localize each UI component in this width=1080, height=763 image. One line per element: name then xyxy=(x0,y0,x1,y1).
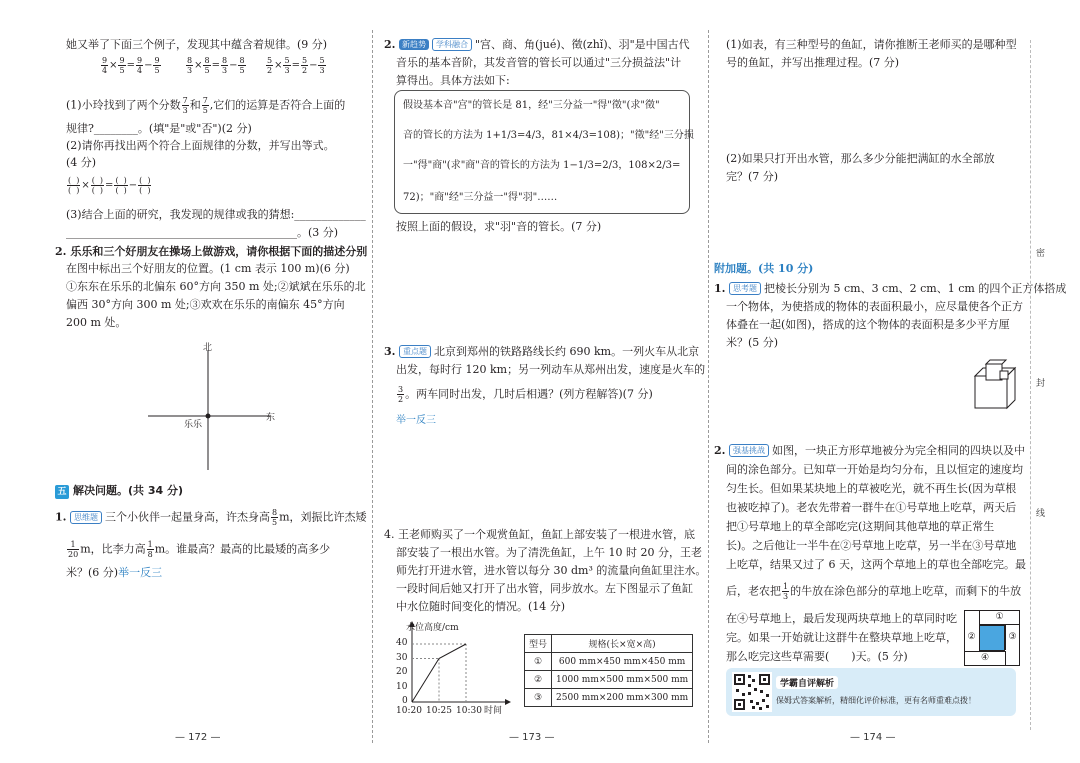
ytick-10: 10 xyxy=(396,682,408,692)
q2-line1: (2)请你再找出两个符合上面规律的分数，并写出等式。 xyxy=(66,139,335,152)
plot-3: ③ xyxy=(1005,624,1019,650)
ytick-40: 40 xyxy=(396,638,408,648)
table-row xyxy=(525,671,693,689)
ytick-0: 0 xyxy=(402,696,408,706)
section-title: 五 解决问题。(共 34 分) xyxy=(55,482,183,499)
chart-ylabel: 水位高度/cm xyxy=(406,623,459,633)
binding-mark-seal: 密 xyxy=(1036,249,1046,259)
e2-line5: 把①号草地上的草全部吃完(这期间其他草地的草正常生 xyxy=(726,520,995,533)
tag-new-trend: 新趋势 xyxy=(399,39,429,50)
xtick-1020: 10:20 xyxy=(396,706,422,716)
method-box xyxy=(394,90,694,214)
m-q4-line1: 4. 王老师购买了一个观赏鱼缸，鱼缸上部安装了一根进水管，底 xyxy=(384,528,695,541)
s1-line2: $\frac{1}{20}$ m，比李力高 $\frac{1}{8}$ m。谁最高？最高的比最矮的高多少 xyxy=(68,540,331,559)
table-row xyxy=(525,653,693,671)
e2-line1: 2. 强基挑战 如图，一块正方形草地被分为完全相同的四块以及中 xyxy=(714,444,1025,457)
m-q4-line5: 中水位随时间变化的情况。(14 分) xyxy=(396,600,566,613)
e2-line10: 完。如果一开始就让这群牛在整块草地上吃草， xyxy=(726,631,957,644)
p2-title: 2. 乐乐和三个好朋友在操场上做游戏，请你根据下面的描述分别 xyxy=(55,245,368,258)
e2-line7: 上吃草，结果又过了 6 天，这两个草地上的草也全部吃完。最 xyxy=(726,558,1026,571)
m-q4-line2: 部安装了一根出水管。为了清洗鱼缸，上午 10 时 20 分，王老 xyxy=(396,546,702,559)
q2-score: (4 分) xyxy=(66,156,97,169)
r-q1-line2: 号的鱼缸，并写出推理过程。(7 分) xyxy=(726,56,900,69)
qr-code-icon[interactable] xyxy=(732,672,772,712)
blank-equation: $\frac{( )}{( )}$ × $\frac{( )}{( )}$ = $\frac{( )}{( )}$ − $\frac{( )}{( )}$ xyxy=(68,176,151,195)
grass-field-figure xyxy=(964,610,1020,666)
p2-line2: 在图中标出三个好朋友的位置。(1 cm 表示 100 m)(6 分) xyxy=(66,262,350,275)
q3-line1: (3)结合上面的研究，我发现的规律或我的猜想:_____________ xyxy=(66,208,366,221)
e2-line11: 那么吃完这些草需要( )天。(5 分) xyxy=(726,650,908,663)
plot-4: ④ xyxy=(965,651,1006,665)
east-label: 东 xyxy=(266,413,276,423)
binding-mark-line: 线 xyxy=(1036,509,1046,519)
p2-line3: ①东东在乐乐的北偏东 60°方向 350 m 处;②斌斌在乐乐的北 xyxy=(66,280,366,293)
tank-spec-table xyxy=(524,634,693,707)
page-number-174: — 174 — xyxy=(850,732,896,743)
center-label: 乐乐 xyxy=(184,420,203,430)
extra-title: 附加题。(共 10 分) xyxy=(714,262,814,275)
r-q2-line1: (2)如果只打开出水管，那么多少分能把满缸的水全部放 xyxy=(726,152,995,165)
th-model: 型号 xyxy=(525,635,552,653)
center-point xyxy=(206,414,211,419)
e1-line4: 米？(5 分) xyxy=(726,336,779,349)
m-q2-line3: 算得出。具体方法如下: xyxy=(396,74,510,87)
q1-line2: 规律?________。(填"是"或"否")(2 分) xyxy=(66,122,252,135)
water-level-line xyxy=(412,644,466,702)
m-q4-line4: 一段时间后她又打开了出水管，同步放水。左下图显示了鱼缸 xyxy=(396,582,693,595)
column-divider-1 xyxy=(372,30,373,743)
e1-line1: 1. 思考题 把棱长分别为 5 cm、3 cm、2 cm、1 cm 的四个正方体搭成 xyxy=(714,282,1067,295)
right-column xyxy=(710,0,1067,763)
tag-key: 重点题 xyxy=(399,345,431,358)
box-line4: 72)；"商"经"三分益一"得"羽"…… xyxy=(403,192,558,203)
xtick-1030: 10:30 xyxy=(456,706,482,716)
page-number-173: — 173 — xyxy=(509,732,555,743)
box-line3: 一"得"商"(求"商"音的管长的方法为 1−1/3=2/3，108×2/3= xyxy=(403,160,681,171)
s1-line1: 1. 思维题 三个小伙伴一起量身高，许杰身高 $\frac{8}{5}$ m，刘振比许杰矮 xyxy=(55,508,367,527)
m-q3-line3: $\frac{3}{2}$ 。两车同时出发，几时后相遇？(列方程解答)(7 分) xyxy=(398,385,653,404)
ytick-20: 20 xyxy=(396,667,408,677)
e1-line3: 体叠在一起(如图)，搭成的这个物体的表面积是多少平方厘 xyxy=(726,318,1010,331)
q3-line2: __________________________________________。(3 分) xyxy=(66,226,339,239)
cell-model: ② xyxy=(525,671,552,689)
left-column xyxy=(0,0,370,763)
e2-line9: 在④号草地上，最后发现两块草地上的草同时吃 xyxy=(726,612,957,625)
r-q2-line2: 完？(7 分) xyxy=(726,170,779,183)
binding-mark-close: 封 xyxy=(1036,379,1046,389)
q1-line1: (1)小玲找到了两个分数 $\frac{7}{3}$ 和 $\frac{7}{5}$ ,它们的运算是否符合上面的 xyxy=(66,96,346,115)
p2-line5: 200 m 处。 xyxy=(66,316,127,329)
qr-text: 保姆式答案解析，精细化评价标准，更有名师重难点拨！ xyxy=(776,696,976,705)
cell-spec: 1000 mm×500 mm×500 mm xyxy=(552,671,693,689)
table-row xyxy=(525,689,693,707)
xtick-1025: 10:25 xyxy=(426,706,452,716)
e2-line4: 也被吃掉了)。老农先带着一群牛在①号草地上吃草，两天后 xyxy=(726,501,1017,514)
page-number-172: — 172 — xyxy=(175,732,221,743)
plot-1: ① xyxy=(979,611,1019,625)
m-q3-link[interactable]: 举一反三 xyxy=(396,415,436,426)
north-label: 北 xyxy=(203,343,213,353)
qr-title: 学霸自评解析 xyxy=(776,676,838,689)
compass-diagram xyxy=(140,340,290,475)
stacked-cubes-figure xyxy=(972,354,1022,414)
plot-2: ② xyxy=(967,632,976,642)
ytick-30: 30 xyxy=(396,653,408,663)
e2-line8: 后，老农把 $\frac{1}{3}$ 的牛放在涂色部分的草地上吃草，而剩下的牛放 xyxy=(726,582,1022,601)
binding-line xyxy=(1030,40,1031,730)
cell-spec: 600 mm×450 mm×450 mm xyxy=(552,653,693,671)
cell-model: ③ xyxy=(525,689,552,707)
shaded-center xyxy=(979,625,1005,651)
middle-column xyxy=(374,0,707,763)
example-3: $\frac{5}{2}$ × $\frac{5}{3}$ = $\frac{5}{2}$ − $\frac{5}{3}$ xyxy=(267,56,325,75)
table-header-row xyxy=(525,635,693,653)
m-q3-line2: 出发，每时行 120 km；另一列动车从郑州出发，速度是火车的 xyxy=(396,363,706,376)
tag-subject: 学科融合 xyxy=(432,38,472,51)
chart-xlabel: 时间 xyxy=(484,706,503,716)
cell-model: ① xyxy=(525,653,552,671)
r-q1-line1: (1)如表，有三种型号的鱼缸，请你推断王老师买的是哪种型 xyxy=(726,38,1017,51)
e2-line6: 长)。之后他让一半牛在②号草地上吃草，另一半在③号草地 xyxy=(726,539,1017,552)
m-q4-line3: 师先打开进水管，进水管以每分 30 dm³ 的流量向鱼缸里注水。 xyxy=(396,564,707,577)
tag-thinking: 思考题 xyxy=(729,282,761,295)
e2-line3: 匀生长。但如果某块地上的草被吃光，就不再生长(因为草根 xyxy=(726,482,1017,495)
m-q2-ask: 按照上面的假设，求"羽"音的管长。(7 分) xyxy=(396,220,602,233)
m-q2-line1: 2. 新趋势 学科融合 "宫、商、角(jué)、徵(zhǐ)、羽"是中国古代 xyxy=(384,38,690,51)
m-q2-line2: 音乐的基本音阶，其发音管的管长可以通过"三分损益法"计 xyxy=(396,56,682,69)
box-line2: 音的管长的方法为 1+1/3=4/3，81×4/3=108)；"徵"经"三分损 xyxy=(403,130,694,141)
s1-link[interactable]: 举一反三 xyxy=(118,566,163,579)
example-2: $\frac{8}{3}$ × $\frac{8}{5}$ = $\frac{8}{3}$ − $\frac{8}{5}$ xyxy=(187,56,245,75)
column-divider-2 xyxy=(708,30,709,743)
e2-line2: 间的涂色部分。已知草一开始是均匀分布，且以恒定的速度均 xyxy=(726,463,1023,476)
box-line1: 假设基本音"宫"的管长是 81，经"三分益一"得"徵"(求"徵" xyxy=(403,100,660,111)
qr-banner xyxy=(726,668,1016,716)
tag-challenge: 强基挑战 xyxy=(729,444,769,457)
p2-line4: 偏西 30°方向 300 m 处;③欢欢在乐乐的南偏东 45°方向 xyxy=(66,298,345,311)
cell-spec: 2500 mm×200 mm×300 mm xyxy=(552,689,693,707)
e1-line2: 一个物体，为使搭成的物体的表面积最小，应尽量使各个正方 xyxy=(726,300,1023,313)
s1-line3: 米？(6 分)举一反三 xyxy=(66,566,163,579)
s1-tag: 思维题 xyxy=(70,511,102,524)
example-1: $\frac{9}{4}$ × $\frac{9}{5}$ = $\frac{9}{4}$ − $\frac{9}{5}$ xyxy=(102,56,160,75)
intro-text: 她又举了下面三个例子，发现其中蕴含着规律。(9 分) xyxy=(66,38,328,51)
th-spec: 规格(长×宽×高) xyxy=(552,635,693,653)
m-q3-line1: 3. 重点题 北京到郑州的铁路路线长约 690 km。一列火车从北京 xyxy=(384,345,700,358)
